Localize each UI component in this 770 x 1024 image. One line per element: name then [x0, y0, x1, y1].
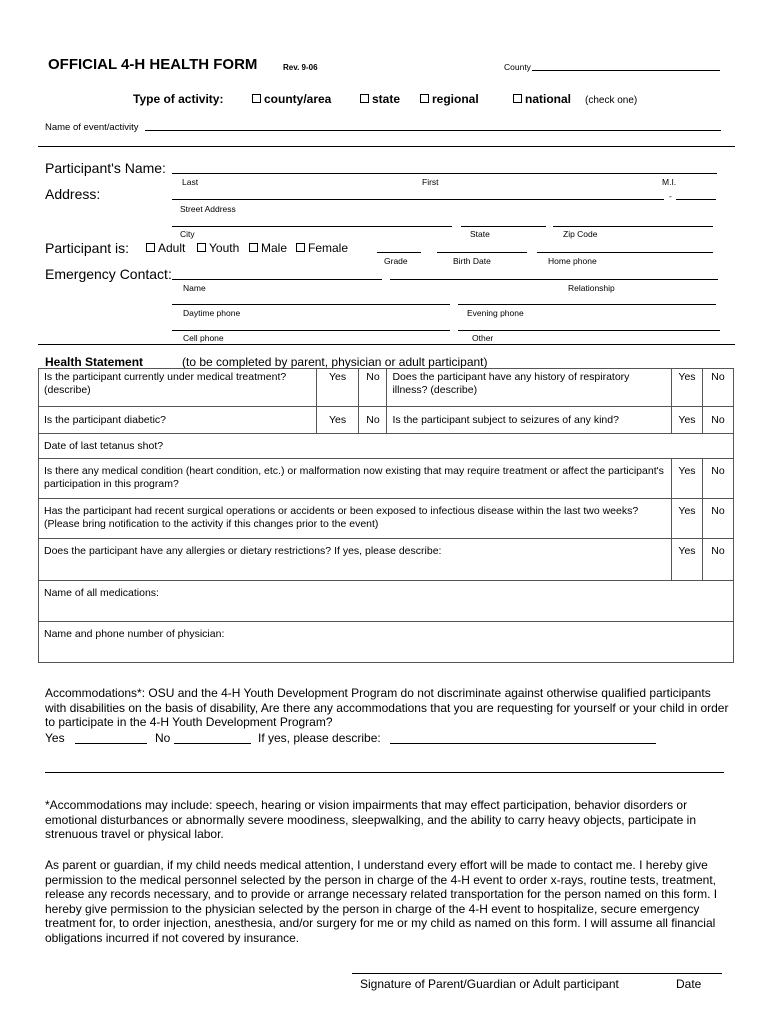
option-label: county/area [264, 92, 332, 106]
check-one-hint: (check one) [585, 95, 638, 106]
table-row [39, 622, 734, 663]
yes-option[interactable]: Yes [316, 407, 359, 434]
home-phone-field[interactable] [537, 252, 713, 253]
birth-date-field[interactable] [437, 252, 527, 253]
yes-option[interactable]: Yes [671, 459, 702, 499]
state-field[interactable] [461, 226, 546, 227]
accommodations-text: Accommodations*: OSU and the 4-H Youth Development Program do not discriminate against otherwise qualified participants with disabilities on the basis of disability, Are there any accommodations that you are requesting for yourself or your child in order to participate in the 4-H Youth Development Program? [45, 686, 729, 730]
describe-label: If yes, please describe: [258, 731, 381, 745]
checkbox-icon [252, 94, 261, 103]
home-phone-label: Home phone [548, 256, 597, 266]
checkbox-regional[interactable] [420, 92, 479, 106]
city-label: City [180, 229, 195, 239]
accommodations-no-label: No [155, 731, 171, 745]
no-option[interactable]: No [702, 369, 733, 407]
other-label: Other [472, 333, 494, 343]
health-statement-table [38, 368, 734, 663]
question-cell: Does the participant have any history of respiratory illness? (describe) [387, 369, 672, 407]
cell-phone-label: Cell phone [183, 333, 224, 343]
checkbox-icon [249, 243, 258, 252]
tetanus-cell[interactable]: Date of last tetanus shot? [39, 434, 734, 459]
dash: - [669, 191, 672, 201]
participant-name-field[interactable] [172, 173, 717, 174]
accommodations-no-field[interactable] [174, 743, 251, 744]
no-option[interactable]: No [359, 369, 387, 407]
event-field[interactable] [145, 130, 721, 131]
form-title: OFFICIAL 4-H HEALTH FORM [48, 56, 258, 73]
describe-field[interactable] [390, 743, 656, 744]
question-cell: Does the participant have any allergies or dietary restrictions? If yes, please describe: [39, 539, 672, 581]
daytime-phone-field[interactable] [172, 304, 450, 305]
section-divider [38, 344, 735, 345]
no-option[interactable]: No [702, 407, 733, 434]
evening-phone-field[interactable] [458, 304, 716, 305]
county-label: County [504, 62, 531, 72]
signature-label: Signature of Parent/Guardian or Adult participant [360, 977, 619, 991]
no-option[interactable]: No [702, 499, 733, 539]
yes-option[interactable]: Yes [671, 369, 702, 407]
emergency-name-field[interactable] [172, 279, 382, 280]
option-label: national [525, 92, 572, 106]
other-phone-field[interactable] [458, 330, 720, 331]
no-option[interactable]: No [702, 539, 733, 581]
city-field[interactable] [172, 226, 452, 227]
activity-type-label: Type of activity: [133, 92, 224, 106]
question-cell: Is the participant diabetic? [39, 407, 317, 434]
zip-label: Zip Code [563, 229, 598, 239]
address-label: Address: [45, 186, 101, 202]
physician-cell[interactable]: Name and phone number of physician: [39, 622, 734, 663]
relationship-label: Relationship [568, 283, 615, 293]
table-row [39, 581, 734, 622]
health-statement-title: Health Statement [45, 355, 144, 369]
checkbox-national[interactable] [513, 92, 571, 106]
grade-field[interactable] [377, 252, 421, 253]
checkbox-icon [360, 94, 369, 103]
no-option[interactable]: No [359, 407, 387, 434]
medications-cell[interactable]: Name of all medications: [39, 581, 734, 622]
signature-field[interactable] [352, 973, 722, 974]
option-label: state [372, 92, 401, 106]
question-cell: Is there any medical condition (heart condition, etc.) or malformation now existing that may require treatment or affect the participant's participation in this program? [39, 459, 672, 499]
yes-option[interactable]: Yes [671, 499, 702, 539]
evening-phone-label: Evening phone [467, 308, 524, 318]
checkbox-adult[interactable] [146, 241, 185, 255]
relationship-field[interactable] [390, 279, 718, 280]
accommodations-yes-field[interactable] [75, 743, 147, 744]
no-option[interactable]: No [702, 459, 733, 499]
consent-text: As parent or guardian, if my child needs medical attention, I understand every effort will be made to contact me. I hereby give permission to the medical personnel selected by the person in charge of the 4-H event to order x-rays, routine tests, treatment, release any records necessary, and to provide or arrange necessary related transportation for the person named on this form. I hereby give permission to the physician selected by the person in charge of the 4-H event to hospitalize, secure emergency treatment for, to order injection, anesthesia, and/or surgery for me or my child as named on this form. I will assume all financial obligations incurred if not covered by insurance. [45, 858, 718, 945]
street-field[interactable] [172, 199, 664, 200]
option-label: Adult [158, 241, 186, 255]
last-label: Last [182, 177, 199, 187]
checkbox-icon [146, 243, 155, 252]
checkbox-icon [296, 243, 305, 252]
zip-ext-field[interactable] [676, 199, 716, 200]
checkbox-icon [197, 243, 206, 252]
street-label: Street Address [180, 204, 236, 214]
county-field[interactable] [532, 70, 720, 71]
mi-label: M.I. [662, 177, 677, 187]
table-row [39, 407, 734, 434]
participant-is-label: Participant is: [45, 240, 130, 256]
option-label: Youth [209, 241, 240, 255]
date-label: Date [676, 977, 702, 991]
emergency-name-label: Name [183, 283, 206, 293]
checkbox-male[interactable] [249, 241, 287, 255]
checkbox-county-area[interactable] [252, 92, 331, 106]
table-row [39, 539, 734, 581]
section-divider [38, 146, 735, 147]
checkbox-state[interactable] [360, 92, 400, 106]
cell-phone-field[interactable] [172, 330, 450, 331]
checkbox-female[interactable] [296, 241, 348, 255]
event-label: Name of event/activity [45, 122, 139, 133]
option-label: regional [432, 92, 479, 106]
accommodations-note: *Accommodations may include: speech, hearing or vision impairments that may effect participation, behavior disorders or emotional disturbances or abnormally severe moodiness, sleepwalking, and the ability to carry heavy objects, participate in strenuous travel or physical labor. [45, 798, 697, 842]
question-cell: Is the participant currently under medical treatment? (describe) [39, 369, 317, 407]
participant-name-label: Participant's Name: [45, 160, 166, 176]
table-row [39, 369, 734, 407]
accommodations-yes-label: Yes [45, 731, 65, 745]
checkbox-youth[interactable] [197, 241, 239, 255]
yes-option[interactable]: Yes [671, 407, 702, 434]
checkbox-icon [513, 94, 522, 103]
revision-label: Rev. 9-06 [283, 63, 318, 72]
question-cell: Has the participant had recent surgical operations or accidents or been exposed to infectious disease within the last two weeks? (Please bring notification to the activity if this changes prior to the event) [39, 499, 672, 539]
question-cell: Is the participant subject to seizures of any kind? [387, 407, 672, 434]
table-row [39, 499, 734, 539]
emergency-contact-label: Emergency Contact: [45, 266, 172, 282]
birth-date-label: Birth Date [453, 256, 491, 266]
health-statement-subtitle: (to be completed by parent, physician or adult participant) [182, 355, 488, 369]
table-row [39, 434, 734, 459]
first-label: First [422, 177, 439, 187]
zip-field[interactable] [553, 226, 713, 227]
describe-field-line2[interactable] [45, 772, 724, 773]
yes-option[interactable]: Yes [671, 539, 702, 581]
daytime-phone-label: Daytime phone [183, 308, 241, 318]
grade-label: Grade [384, 256, 408, 266]
yes-option[interactable]: Yes [316, 369, 359, 407]
checkbox-icon [420, 94, 429, 103]
option-label: Male [261, 241, 288, 255]
table-row [39, 459, 734, 499]
state-label: State [470, 229, 490, 239]
option-label: Female [308, 241, 349, 255]
